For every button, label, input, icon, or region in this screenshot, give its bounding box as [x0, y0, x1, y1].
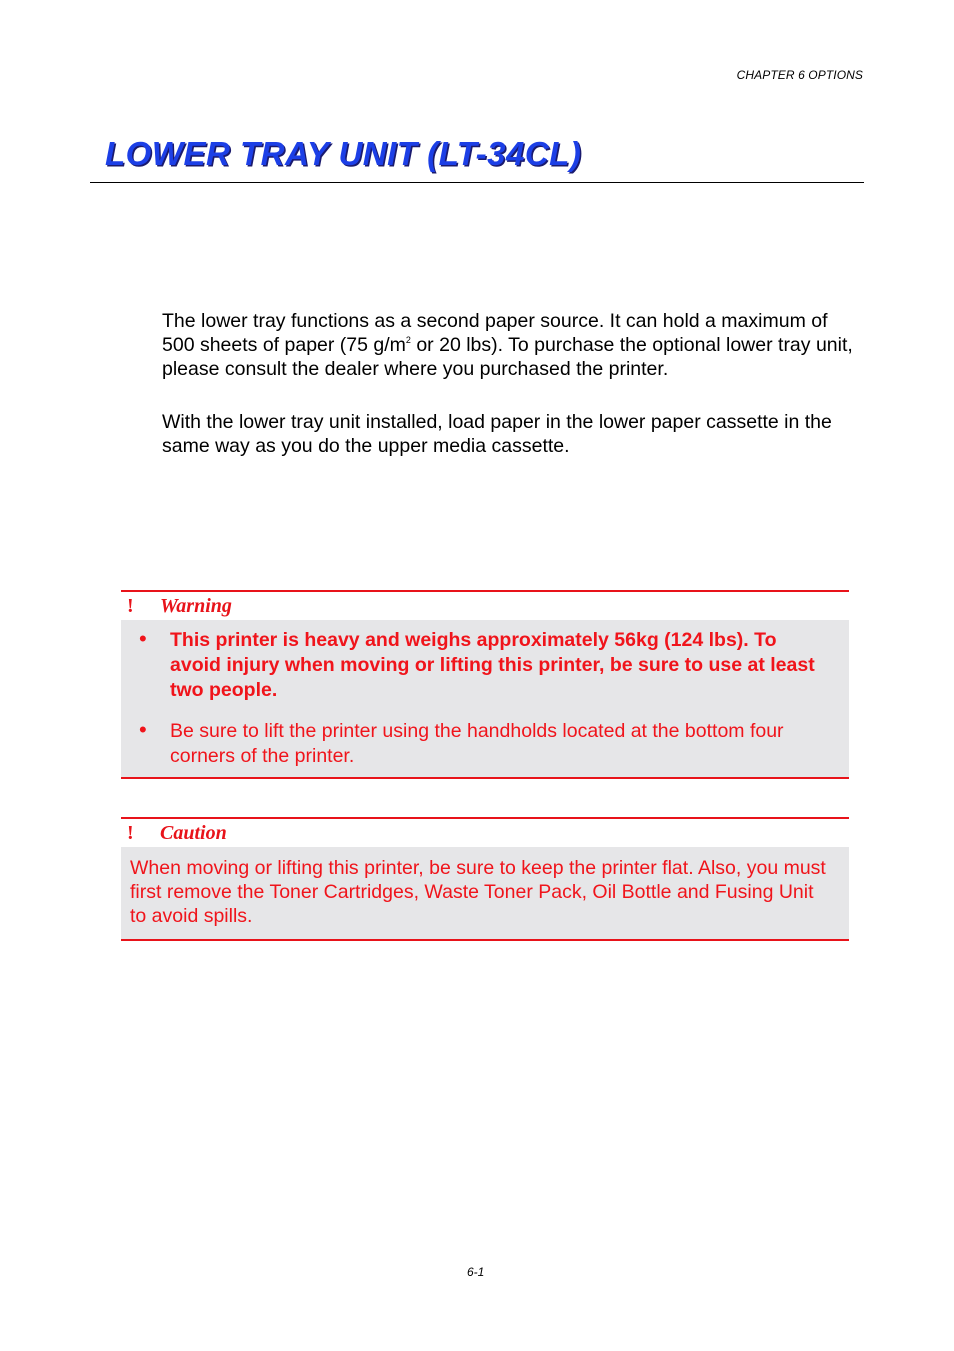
caution-label: Caution — [160, 821, 227, 844]
bullet-icon: • — [139, 717, 147, 742]
warning-item-1 — [121, 628, 849, 703]
intro-p1-end: or 20 lbs). To purchase the optional lower tray unit, please consult the dealer where you purchased the printer. — [162, 334, 853, 380]
warning-label: Warning — [160, 594, 232, 617]
bullet-icon: • — [139, 626, 147, 651]
intro-paragraph-1 — [162, 309, 862, 381]
caution-bottom-rule — [121, 939, 849, 941]
intro-paragraph-2: With the lower tray unit installed, load paper in the lower paper cassette in the same way as you do the upper media cassette. — [162, 411, 832, 457]
caution-body: When moving or lifting this printer, be sure to keep the printer flat. Also, you must first remove the Toner Cartridges, Waste Toner Pack, Oil Bottle and Fusing Unit to avoid spills. — [121, 847, 849, 939]
warning-item-text: This printer is heavy and weighs approximately 56kg (124 lbs). To avoid injury when moving or lifting this printer, be sure to use at least two people. — [170, 629, 815, 701]
warning-header — [121, 592, 849, 620]
page-number: 6-1 — [467, 1265, 485, 1279]
warning-item-2 — [121, 719, 849, 769]
warning-body — [121, 620, 849, 777]
caution-box — [121, 817, 849, 941]
title-rule — [90, 182, 864, 183]
chapter-header: CHAPTER 6 OPTIONS — [736, 68, 863, 82]
warning-item-text: Be sure to lift the printer using the handholds located at the bottom four corners of the printer. — [170, 720, 784, 767]
superscript-2: 2 — [405, 335, 411, 345]
caution-exclamation-icon: ! — [127, 821, 134, 844]
warning-bottom-rule — [121, 777, 849, 779]
intro-p1-start: The lower tray functions as a second paper source. It can hold a maximum of 500 sheets of paper (75 g/m — [162, 310, 828, 356]
warning-box — [121, 590, 849, 779]
caution-header — [121, 819, 849, 847]
page-title: LOWER TRAY UNIT (LT-34CL) — [105, 135, 582, 172]
warning-exclamation-icon: ! — [127, 594, 134, 617]
